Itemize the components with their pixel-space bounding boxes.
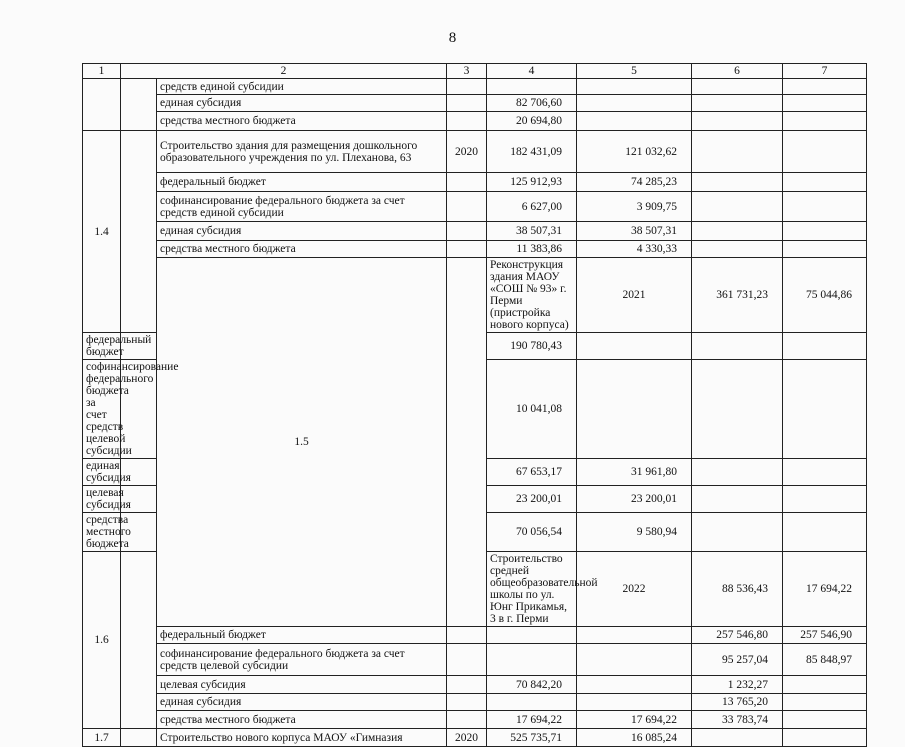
sub-blank-cell xyxy=(121,729,157,747)
table-row xyxy=(83,627,867,644)
row-year xyxy=(447,711,487,729)
row-col5: 3 909,75 xyxy=(577,192,692,222)
row-description: федеральный бюджет xyxy=(157,627,447,644)
table-row xyxy=(83,79,867,95)
row-col6: 33 783,74 xyxy=(692,711,783,729)
row-col7 xyxy=(783,513,867,552)
row-description: средства местного бюджета xyxy=(157,241,447,258)
row-col7 xyxy=(783,241,867,258)
row-year xyxy=(447,192,487,222)
row-col5: 9 580,94 xyxy=(577,513,692,552)
row-year xyxy=(447,627,487,644)
row-col5: 16 085,24 xyxy=(577,729,692,747)
row-col4: 11 383,86 xyxy=(487,241,577,258)
row-col5 xyxy=(577,79,692,95)
row-col5 xyxy=(577,694,692,711)
continuation-code-cell xyxy=(83,79,121,131)
row-year: 2020 xyxy=(447,729,487,747)
row-col4: 70 842,20 xyxy=(487,676,577,694)
row-col5: 121 032,62 xyxy=(577,131,692,173)
row-col6 xyxy=(692,95,783,112)
row-description: федеральный бюджет xyxy=(83,333,121,360)
row-year xyxy=(447,644,487,676)
row-col4: 182 431,09 xyxy=(487,131,577,173)
budget-table xyxy=(82,63,867,747)
row-year xyxy=(447,79,487,95)
table-row xyxy=(83,241,867,258)
row-description: софинансирование федерального бюджета за счет средств целевой субсидии xyxy=(157,644,447,676)
row-col7 xyxy=(783,486,867,513)
sub-blank-cell xyxy=(447,258,487,627)
row-col4: 6 627,00 xyxy=(487,192,577,222)
row-col6 xyxy=(692,513,783,552)
row-col5: 74 285,23 xyxy=(577,173,692,192)
row-description: средства местного бюджета xyxy=(83,513,121,552)
table-row xyxy=(83,729,867,747)
row-col7 xyxy=(783,222,867,241)
row-col6 xyxy=(692,360,783,459)
row-col5 xyxy=(577,676,692,694)
row-col4 xyxy=(487,627,577,644)
table-row xyxy=(83,222,867,241)
row-description: Реконструкция здания МАОУ «СОШ № 93» г. Перми (пристройка нового корпуса) xyxy=(487,258,577,333)
table-row xyxy=(83,711,867,729)
row-col5 xyxy=(577,333,692,360)
header-row xyxy=(83,64,867,79)
row-col5: 38 507,31 xyxy=(577,222,692,241)
row-col5 xyxy=(577,112,692,131)
table-row xyxy=(83,694,867,711)
row-col7: 85 848,97 xyxy=(783,644,867,676)
row-col4: 38 507,31 xyxy=(487,222,577,241)
table-row xyxy=(83,112,867,131)
row-col5 xyxy=(577,627,692,644)
row-year xyxy=(447,173,487,192)
row-col7 xyxy=(783,711,867,729)
item-code: 1.6 xyxy=(83,552,121,729)
continuation-sub-cell xyxy=(121,79,157,131)
item-code: 1.5 xyxy=(157,258,447,627)
table-row xyxy=(83,95,867,112)
row-description: единая субсидия xyxy=(157,222,447,241)
row-col5: 23 200,01 xyxy=(577,486,692,513)
row-col4: 70 056,54 xyxy=(487,513,577,552)
row-col5: 75 044,86 xyxy=(783,258,867,333)
row-col6: 1 232,27 xyxy=(692,676,783,694)
row-description: федеральный бюджет xyxy=(157,173,447,192)
row-col6 xyxy=(692,131,783,173)
row-col4: 20 694,80 xyxy=(487,112,577,131)
header-cell-3: 3 xyxy=(447,64,487,79)
row-col7 xyxy=(783,112,867,131)
row-description: софинансирование федерального бюджета за счет средств единой субсидии xyxy=(157,192,447,222)
row-col4 xyxy=(487,79,577,95)
row-col4: 82 706,60 xyxy=(487,95,577,112)
row-col5: 17 694,22 xyxy=(577,711,692,729)
row-year: 2021 xyxy=(577,258,692,333)
row-col6 xyxy=(692,241,783,258)
row-col5 xyxy=(577,95,692,112)
row-col6: 95 257,04 xyxy=(692,644,783,676)
row-col4: 361 731,23 xyxy=(692,258,783,333)
row-col6 xyxy=(692,173,783,192)
row-col6 xyxy=(692,192,783,222)
row-col7 xyxy=(783,95,867,112)
sub-blank-cell xyxy=(121,552,157,729)
table-body xyxy=(83,64,867,747)
table-row xyxy=(83,131,867,173)
row-col4 xyxy=(487,644,577,676)
row-description: средства местного бюджета xyxy=(157,711,447,729)
item-code: 1.7 xyxy=(83,729,121,747)
row-col4: 190 780,43 xyxy=(487,333,577,360)
row-col4: 10 041,08 xyxy=(487,360,577,459)
row-year: 2022 xyxy=(577,552,692,627)
row-col6 xyxy=(692,333,783,360)
row-year: 2020 xyxy=(447,131,487,173)
row-year xyxy=(447,241,487,258)
row-col7 xyxy=(783,360,867,459)
row-col5 xyxy=(577,644,692,676)
header-cell-2: 2 xyxy=(121,64,447,79)
row-col4 xyxy=(487,694,577,711)
row-col7: 257 546,90 xyxy=(783,627,867,644)
row-description: средства местного бюджета xyxy=(157,112,447,131)
row-year xyxy=(447,112,487,131)
row-col6 xyxy=(692,729,783,747)
row-col7 xyxy=(783,694,867,711)
header-cell-6: 6 xyxy=(692,64,783,79)
row-year xyxy=(447,95,487,112)
row-col6 xyxy=(692,459,783,486)
row-col5: 31 961,80 xyxy=(577,459,692,486)
page-number: 8 xyxy=(448,30,457,46)
row-year xyxy=(447,222,487,241)
table-row xyxy=(83,173,867,192)
row-col7 xyxy=(783,173,867,192)
row-description: Строительство средней общеобразовательной школы по ул. Юнг Прикамья, 3 в г. Перми xyxy=(487,552,577,627)
row-year xyxy=(447,676,487,694)
table-row xyxy=(83,644,867,676)
table-row xyxy=(83,192,867,222)
row-col6: 13 765,20 xyxy=(692,694,783,711)
table-row xyxy=(83,676,867,694)
row-description: средств единой субсидии xyxy=(157,79,447,95)
header-cell-1: 1 xyxy=(83,64,121,79)
item-code: 1.4 xyxy=(83,131,121,333)
row-col4: 67 653,17 xyxy=(487,459,577,486)
row-col4: 125 912,93 xyxy=(487,173,577,192)
row-description: единая субсидия xyxy=(83,459,121,486)
row-year xyxy=(447,694,487,711)
row-col7 xyxy=(783,192,867,222)
table-row xyxy=(83,258,867,333)
row-col6 xyxy=(692,112,783,131)
row-description: софинансирование федерального бюджета за счет средств целевой субсидии xyxy=(83,360,121,459)
row-col4: 23 200,01 xyxy=(487,486,577,513)
row-col7 xyxy=(783,729,867,747)
header-cell-5: 5 xyxy=(577,64,692,79)
row-description: единая субсидия xyxy=(157,694,447,711)
row-col6: 257 546,80 xyxy=(692,627,783,644)
row-col4: 525 735,71 xyxy=(487,729,577,747)
row-col7 xyxy=(783,333,867,360)
sub-blank-cell xyxy=(121,131,157,333)
header-cell-4: 4 xyxy=(487,64,577,79)
row-col7 xyxy=(783,131,867,173)
row-col6 xyxy=(692,79,783,95)
row-col5: 17 694,22 xyxy=(783,552,867,627)
row-description: Строительство нового корпуса МАОУ «Гимназия xyxy=(157,729,447,747)
row-col5 xyxy=(577,360,692,459)
row-description: целевая субсидия xyxy=(83,486,121,513)
row-col5: 4 330,33 xyxy=(577,241,692,258)
row-col7 xyxy=(783,676,867,694)
row-description: единая субсидия xyxy=(157,95,447,112)
row-col7 xyxy=(783,459,867,486)
row-description: целевая субсидия xyxy=(157,676,447,694)
row-col7 xyxy=(783,79,867,95)
header-cell-7: 7 xyxy=(783,64,867,79)
row-col6 xyxy=(692,486,783,513)
row-col6 xyxy=(692,222,783,241)
row-description: Строительство здания для размещения дошкольного образовательного учреждения по ул. Плеханова, 63 xyxy=(157,131,447,173)
row-col4: 88 536,43 xyxy=(692,552,783,627)
row-col4: 17 694,22 xyxy=(487,711,577,729)
